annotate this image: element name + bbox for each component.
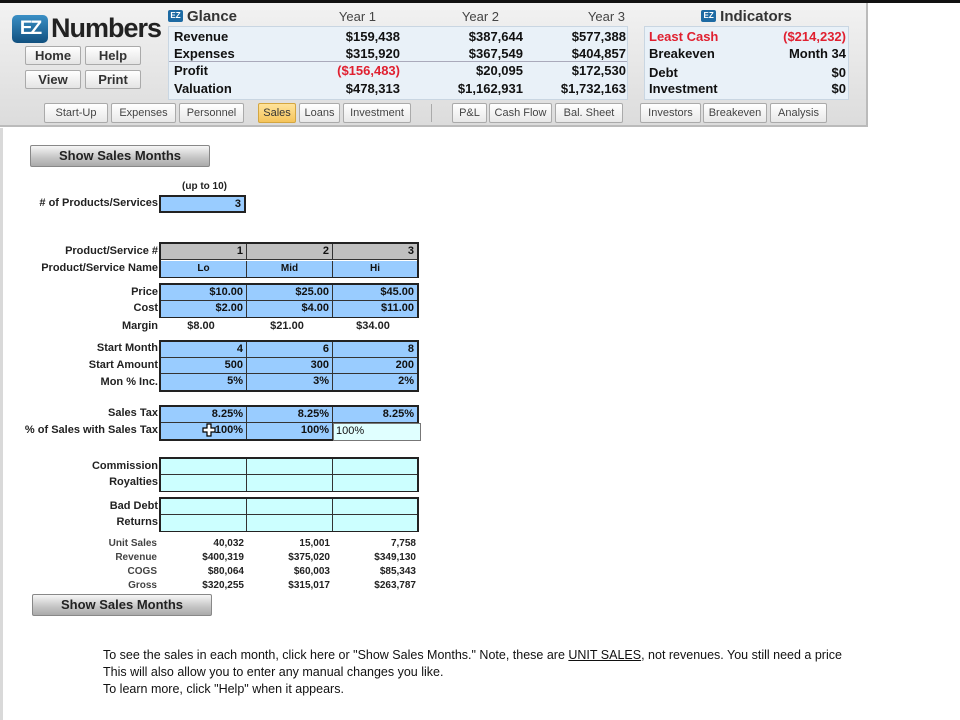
value-year2: $387,644	[468, 29, 523, 44]
glance-row-revenue	[169, 29, 629, 46]
print-button[interactable]: Print	[85, 70, 141, 89]
product-1-royalties-input[interactable]	[161, 475, 247, 491]
label-product-number: Product/Service #	[65, 245, 158, 257]
tab-separator	[431, 104, 432, 122]
products-count-input[interactable]: 3	[159, 195, 246, 213]
info-text: , not revenues. You still need a price	[641, 648, 842, 662]
glance-row-profit	[169, 63, 629, 80]
year-3-header: Year 3	[587, 9, 625, 24]
price-cost-block	[159, 283, 419, 318]
show-sales-months-button[interactable]: Show Sales Months	[30, 145, 210, 167]
tab-breakeven[interactable]: Breakeven	[703, 103, 767, 123]
home-button[interactable]: Home	[25, 46, 81, 65]
indicators-title-text: Indicators	[720, 7, 792, 25]
label-monthly-increase: Mon % Inc.	[100, 376, 158, 388]
label-start-amount: Start Amount	[88, 359, 158, 371]
indicator-label: Least Cash	[649, 29, 719, 44]
label-sales-tax: Sales Tax	[108, 407, 158, 419]
indicators-title	[640, 8, 853, 24]
year-1-header: Year 1	[338, 9, 376, 24]
tab-investment[interactable]: Investment	[343, 103, 411, 123]
indicator-value: Month 34	[788, 46, 846, 61]
product-1-bad-debt-input[interactable]	[161, 499, 247, 515]
product-2-bad-debt-input[interactable]	[247, 499, 333, 515]
indicators-panel	[640, 8, 853, 100]
product-2-start-amount-input[interactable]: 300	[247, 358, 333, 374]
product-1-unit-sales: 40,032	[213, 538, 244, 549]
tab-personnel[interactable]: Personnel	[179, 103, 244, 123]
row-label: Profit	[174, 63, 208, 78]
bad-debt-block	[159, 497, 419, 532]
tab-sales[interactable]: Sales	[258, 103, 296, 123]
row-label: Valuation	[174, 81, 232, 96]
product-2-revenue: $375,020	[288, 552, 330, 563]
tab-investors[interactable]: Investors	[640, 103, 701, 123]
product-1-gross: $320,255	[202, 580, 244, 591]
sales-tax-block	[159, 405, 419, 441]
ez-badge-icon: EZ	[168, 10, 183, 22]
indicator-label: Investment	[649, 81, 718, 96]
tab-start-up[interactable]: Start-Up	[44, 103, 108, 123]
product-3-start-month-input[interactable]: 8	[333, 342, 417, 358]
tab-cash-flow[interactable]: Cash Flow	[489, 103, 552, 123]
value-year2: $20,095	[476, 63, 523, 78]
product-2-sales-tax-input[interactable]: 8.25%	[247, 407, 333, 423]
label-cost: Cost	[133, 302, 158, 314]
product-1-start-month-input[interactable]: 4	[161, 342, 247, 358]
value-year2: $1,162,931	[457, 81, 523, 96]
value-year1: $159,438	[345, 29, 400, 44]
glance-panel	[168, 8, 628, 100]
glance-title-text: Glance	[187, 7, 238, 25]
product-3-number: 3	[333, 244, 417, 260]
product-3-bad-debt-input[interactable]	[333, 499, 417, 515]
product-1-number: 1	[161, 244, 247, 260]
product-3-gross: $263,787	[374, 580, 416, 591]
product-id-block	[159, 242, 419, 278]
app-logo-text: Numbers	[51, 13, 162, 43]
product-1-cogs: $80,064	[207, 566, 244, 577]
product-1-revenue: $400,319	[202, 552, 244, 563]
value-year3: $577,388	[571, 29, 626, 44]
value-year1: $315,920	[345, 46, 400, 61]
indicator-label: Debt	[649, 65, 678, 80]
label-pct-sales-with-tax: % of Sales with Sales Tax	[24, 424, 158, 436]
label-price: Price	[131, 286, 158, 298]
product-2-number: 2	[247, 244, 333, 260]
product-1-monthly-increase-input[interactable]: 5%	[161, 374, 247, 390]
product-2-commission-input[interactable]	[247, 459, 333, 475]
value-year3: $1,732,163	[560, 81, 626, 96]
products-count-hint: (up to 10)	[182, 181, 227, 192]
product-1-margin: $8.00	[187, 320, 215, 332]
product-3-margin: $34.00	[356, 320, 390, 332]
info-line-2: This will also allow you to enter any manual changes you like.	[103, 665, 444, 679]
help-button[interactable]: Help	[85, 46, 141, 65]
info-text: To see the sales in each month, click here or "Show Sales Months." Note, these are	[103, 648, 569, 662]
label-margin: Margin	[121, 320, 158, 332]
label-bad-debt: Bad Debt	[109, 500, 158, 512]
value-year1: $478,313	[345, 81, 400, 96]
glance-divider	[169, 61, 627, 62]
year-2-header: Year 2	[461, 9, 499, 24]
value-year3: $404,857	[571, 46, 626, 61]
glance-table	[168, 26, 628, 100]
value-year2: $367,549	[468, 46, 523, 61]
commission-block	[159, 457, 419, 492]
value-year1: ($156,483)	[337, 63, 400, 78]
info-emphasis: UNIT SALES	[568, 648, 642, 662]
product-3-returns-input[interactable]	[333, 515, 417, 531]
product-3-cogs: $85,343	[379, 566, 416, 577]
label-start-month: Start Month	[96, 342, 158, 354]
product-2-pct-tax-input[interactable]: 100%	[247, 423, 333, 439]
product-2-royalties-input[interactable]	[247, 475, 333, 491]
product-3-pct-tax-input-editing[interactable]: 100%	[333, 423, 421, 441]
tab-pnl[interactable]: P&L	[452, 103, 487, 123]
product-1-price-input[interactable]: $10.00	[161, 285, 247, 301]
tab-bal-sheet[interactable]: Bal. Sheet	[555, 103, 623, 123]
product-2-name-input[interactable]: Mid	[247, 261, 333, 277]
indicator-investment	[645, 81, 850, 96]
product-2-margin: $21.00	[270, 320, 304, 332]
product-3-sales-tax-input[interactable]: 8.25%	[333, 407, 417, 423]
show-sales-months-button-bottom[interactable]: Show Sales Months	[32, 594, 212, 616]
product-3-start-amount-input[interactable]: 200	[333, 358, 417, 374]
label-commission: Commission	[91, 460, 158, 472]
product-2-cogs: $60,003	[293, 566, 330, 577]
info-line-3: To learn more, click "Help" when it appears.	[103, 682, 344, 696]
label-returns: Returns	[116, 516, 158, 528]
product-2-price-input[interactable]: $25.00	[247, 285, 333, 301]
product-1-pct-tax-input[interactable]: 100%	[161, 423, 247, 439]
product-2-start-month-input[interactable]: 6	[247, 342, 333, 358]
info-line-1[interactable]	[103, 648, 842, 662]
ez-logo-icon: EZ	[12, 15, 48, 43]
indicator-breakeven	[645, 46, 850, 61]
summary-label-cogs: COGS	[127, 566, 157, 577]
label-product-name: Product/Service Name	[41, 262, 158, 274]
summary-label-revenue: Revenue	[115, 552, 157, 563]
tab-analysis[interactable]: Analysis	[770, 103, 827, 123]
glance-row-valuation	[169, 81, 629, 98]
product-1-sales-tax-input[interactable]: 8.25%	[161, 407, 247, 423]
indicators-table	[644, 26, 849, 100]
tab-expenses[interactable]: Expenses	[111, 103, 176, 123]
product-2-gross: $315,017	[288, 580, 330, 591]
indicator-value: $0	[831, 81, 846, 96]
product-3-unit-sales: 7,758	[390, 538, 416, 549]
summary-label-gross: Gross	[128, 580, 157, 591]
view-button[interactable]: View	[25, 70, 81, 89]
product-3-royalties-input[interactable]	[333, 475, 417, 491]
product-1-cost-input[interactable]: $2.00	[161, 301, 247, 317]
product-3-name-input[interactable]: Hi	[333, 261, 417, 277]
product-3-commission-input[interactable]	[333, 459, 417, 475]
row-label: Revenue	[174, 29, 229, 44]
product-1-start-amount-input[interactable]: 500	[161, 358, 247, 374]
product-2-unit-sales: 15,001	[299, 538, 330, 549]
product-3-price-input[interactable]: $45.00	[333, 285, 417, 301]
start-block	[159, 340, 419, 392]
product-2-monthly-increase-input[interactable]: 3%	[247, 374, 333, 390]
indicator-value: $0	[831, 65, 846, 80]
value-year3: $172,530	[571, 63, 626, 78]
summary-label-unit-sales: Unit Sales	[108, 538, 157, 549]
app-logo	[12, 13, 161, 44]
product-3-monthly-increase-input[interactable]: 2%	[333, 374, 417, 390]
indicator-label: Breakeven	[649, 46, 715, 61]
product-3-cost-input[interactable]: $11.00	[333, 301, 417, 317]
indicator-value: ($214,232)	[783, 29, 846, 44]
tab-loans[interactable]: Loans	[299, 103, 340, 123]
indicator-debt	[645, 65, 850, 80]
product-2-returns-input[interactable]	[247, 515, 333, 531]
product-1-commission-input[interactable]	[161, 459, 247, 475]
product-3-revenue: $349,130	[374, 552, 416, 563]
product-1-returns-input[interactable]	[161, 515, 247, 531]
label-royalties: Royalties	[109, 476, 158, 488]
ez-badge-icon: EZ	[701, 10, 716, 22]
row-label: Expenses	[174, 46, 235, 61]
product-2-cost-input[interactable]: $4.00	[247, 301, 333, 317]
products-count-label: # of Products/Services	[39, 197, 158, 209]
header-toolbar	[0, 3, 868, 127]
product-1-name-input[interactable]: Lo	[161, 261, 247, 277]
indicator-least-cash	[645, 29, 850, 44]
cross-cursor-icon	[202, 423, 216, 437]
